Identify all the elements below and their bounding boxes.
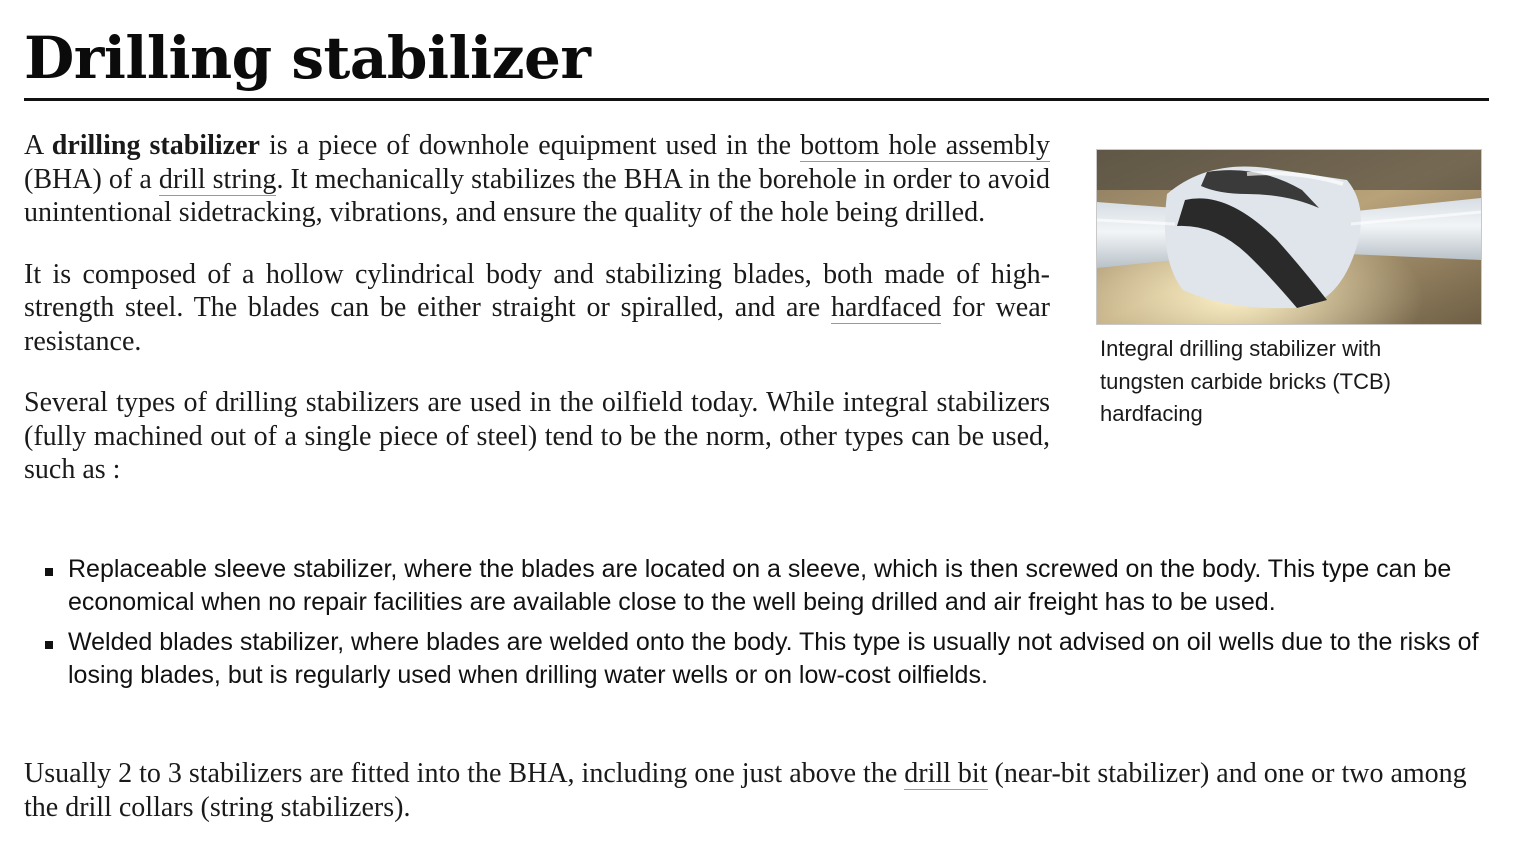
- stabilizer-types-list: [24, 553, 1489, 699]
- link-bottom-hole-assembly[interactable]: bottom hole assembly: [800, 130, 1050, 161]
- intro-section: [24, 129, 1050, 515]
- figure: [1096, 149, 1482, 431]
- text-run: A: [24, 130, 52, 161]
- text-run: Usually 2 to 3 stabilizers are fitted into the BHA, including one just above the: [24, 758, 905, 789]
- paragraph-closing: [24, 757, 1489, 824]
- page-title: Drilling stabilizer: [24, 24, 591, 92]
- list-item-text: Welded blades stabilizer, where blades are welded onto the body. This type is usually not advised on oil wells due to the risks of losing blades, but is regularly used when drilling water wells or on low-cost oilfields.: [68, 628, 1479, 689]
- bullet-square-icon: [45, 641, 53, 649]
- article: [24, 0, 1489, 823]
- stabilizer-image[interactable]: [1096, 149, 1482, 325]
- link-drill-string[interactable]: drill string: [158, 163, 277, 195]
- text-run: . It mechanically stabilizes the BHA in the borehole in order to avoid unintentional sidetracking, vibrations, and ensure the quality of the hole being drilled.: [24, 163, 1050, 228]
- list-item: [24, 626, 1489, 692]
- paragraph-composition: [24, 258, 1050, 359]
- link-hardfaced[interactable]: hardfaced: [830, 292, 942, 323]
- bullet-square-icon: [45, 568, 53, 576]
- text-run: It is composed of a hollow cylindrical body and stabilizing blades, both made of high-strength steel. The blades can be either straight or spiralled, and are: [24, 258, 1050, 323]
- text-run: (BHA) of a: [24, 163, 159, 195]
- paragraph-intro: [24, 129, 1050, 230]
- text-run: is a piece of downhole equipment used in the: [259, 130, 801, 161]
- link-drill-bit[interactable]: drill bit: [904, 758, 988, 789]
- list-item-text: Replaceable sleeve stabilizer, where the blades are located on a sleeve, which is then screwed on the body. This type can be economical when no repair facilities are available close to the well being drilled and air freight has to be used.: [68, 555, 1452, 616]
- closing-section: [24, 757, 1489, 824]
- figure-caption: Integral drilling stabilizer with tungsten carbide bricks (TCB) hardfacing: [1100, 336, 1391, 426]
- bold-term: drilling stabilizer: [51, 130, 260, 161]
- paragraph-types: Several types of drilling stabilizers are used in the oilfield today. While integral stabilizers (fully machined out of a single piece of steel) tend to be the norm, other types can be used, such as :: [24, 387, 1050, 485]
- text-run: for wear resistance.: [24, 292, 1050, 357]
- title-divider: [24, 98, 1489, 101]
- list-item: [24, 553, 1489, 619]
- text-run: (near-bit stabilizer) and one or two among the drill collars (string stabilizers).: [24, 758, 1467, 823]
